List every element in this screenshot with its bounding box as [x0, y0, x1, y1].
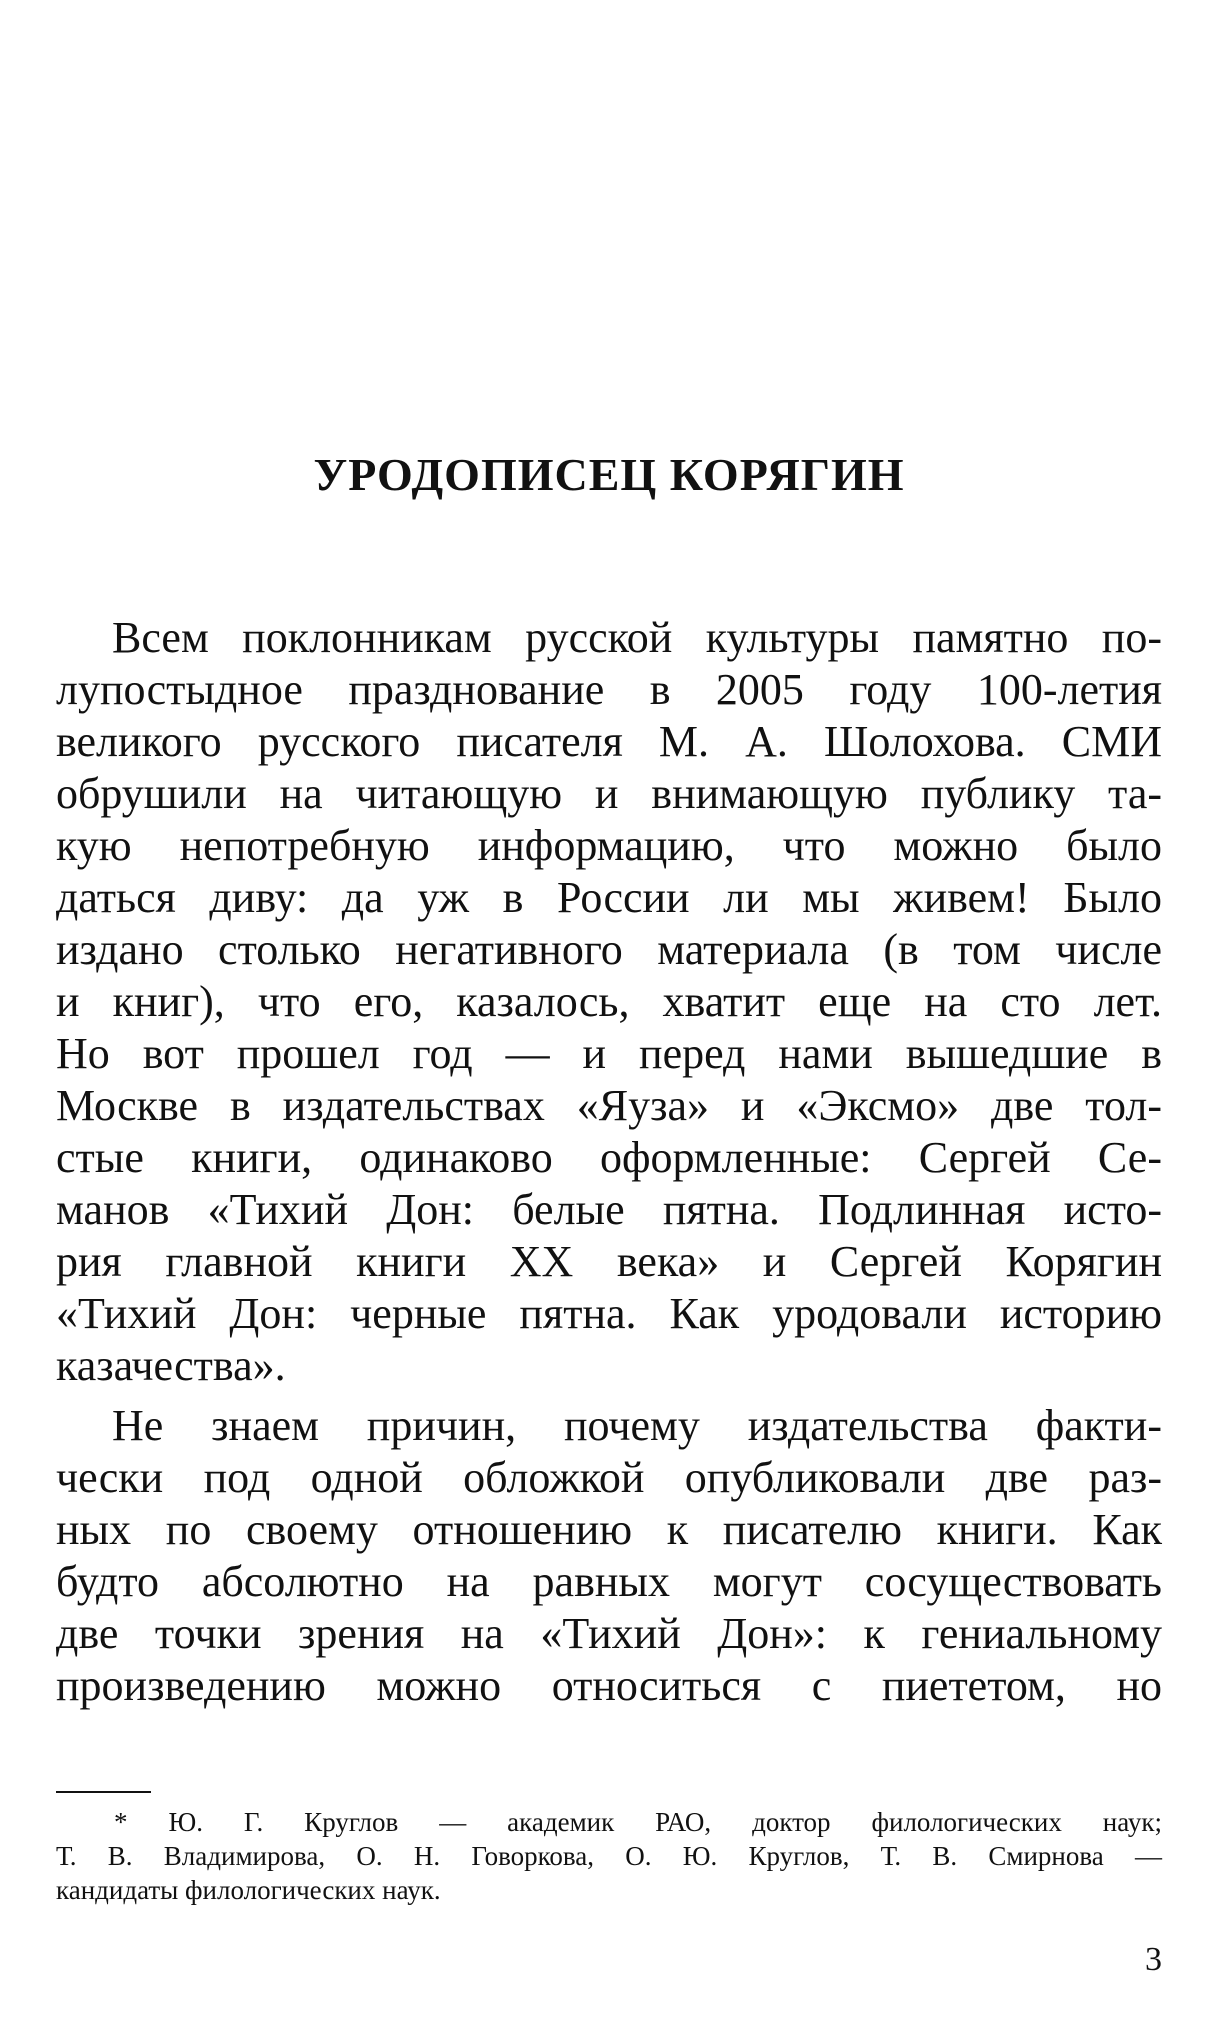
body-text-line: лупостыдное празднование в 2005 году 100-летия: [56, 665, 1162, 714]
chapter-title: УРОДОПИСЕЦ КОРЯГИН: [313, 449, 905, 500]
body-text-line: стые книги, одинаково оформленные: Сергей Се-: [56, 1133, 1162, 1182]
body-text-line: Но вот прошел год — и перед нами вышедшие в: [56, 1029, 1162, 1078]
footnote-line: * Ю. Г. Круглов — академик РАО, доктор филологических наук;: [114, 1807, 1162, 1837]
body-text-line: чески под одной обложкой опубликовали две раз-: [56, 1453, 1162, 1502]
body-text-line: рия главной книги XX века» и Сергей Корягин: [56, 1237, 1162, 1286]
body-text-line: «Тихий Дон: черные пятна. Как уродовали историю: [56, 1289, 1162, 1338]
body-text-line: манов «Тихий Дон: белые пятна. Подлинная исто-: [56, 1185, 1162, 1234]
body-text-line: ных по своему отношению к писателю книги. Как: [56, 1505, 1162, 1554]
footnote-rule: [56, 1791, 151, 1793]
body-text-line: издано столько негативного материала (в том числе: [56, 925, 1162, 974]
body-text-line: казачества».: [56, 1341, 286, 1390]
body-text-line: кую непотребную информацию, что можно было: [56, 821, 1162, 870]
body-text-line: и книг), что его, казалось, хватит еще на сто лет.: [56, 977, 1162, 1026]
body-text-line: Москве в издательствах «Яуза» и «Эксмо» две тол-: [56, 1081, 1162, 1130]
body-text-line: Всем поклонникам русской культуры памятно по-: [112, 613, 1162, 662]
page-number: 3: [1145, 1941, 1162, 1978]
footnote-line: Т. В. Владимирова, О. Н. Говоркова, О. Ю. Круглов, Т. В. Смирнова —: [56, 1841, 1162, 1871]
body-text-line: обрушили на читающую и внимающую публику та-: [56, 769, 1162, 818]
body-text-line: Не знаем причин, почему издательства факти-: [112, 1401, 1162, 1450]
body-text-line: две точки зрения на «Тихий Дон»: к гениальному: [56, 1609, 1162, 1658]
body-text-line: произведению можно относиться с пиететом, но: [56, 1661, 1162, 1710]
body-text-line: великого русского писателя М. А. Шолохова. СМИ: [56, 717, 1162, 766]
body-text-line: будто абсолютно на равных могут сосуществовать: [56, 1557, 1162, 1606]
footnote-line: кандидаты филологических наук.: [56, 1875, 441, 1905]
body-text-line: даться диву: да уж в России ли мы живем! Было: [56, 873, 1162, 922]
